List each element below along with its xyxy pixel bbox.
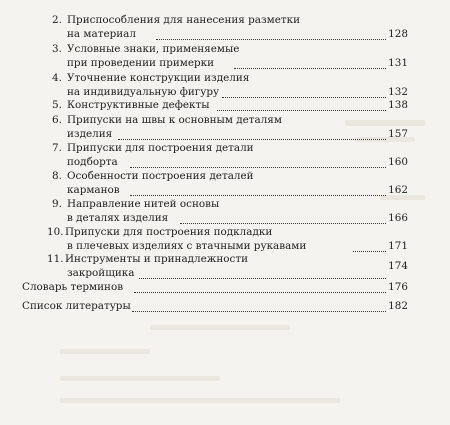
leader-dots [222, 86, 386, 98]
toc-entry-title: Припуски на швы к основным деталям [67, 114, 282, 126]
toc-entry-line [47, 253, 408, 266]
toc-page-number: 174 [388, 260, 408, 272]
leader-dots [139, 267, 386, 279]
toc-entry-line [52, 43, 408, 56]
toc-entry-title: на индивидуальную фигуру [67, 86, 220, 98]
toc-section-title: Список литературы [22, 300, 131, 312]
toc-entry-line [52, 72, 408, 85]
toc-entry-title: Условные знаки, применяемые [67, 43, 240, 55]
toc-entry-number: 4. [52, 72, 62, 84]
leader-dots [130, 184, 386, 196]
toc-entry-title: при проведении примерки [67, 57, 215, 69]
toc-entry-line [52, 198, 408, 211]
leader-dots [353, 240, 386, 252]
leader-dots [130, 156, 386, 168]
toc-entry-title: Припуски для построения детали [67, 142, 254, 154]
toc-entry-title: на материал [67, 28, 136, 40]
toc-entry-title: карманов [67, 184, 120, 196]
toc-entry[interactable] [52, 72, 408, 102]
toc-page-number: 160 [388, 156, 408, 168]
toc-entry-number: 7. [52, 142, 62, 154]
toc-entry-title: Конструктивные дефекты [67, 99, 210, 111]
bleed-through [60, 349, 150, 354]
leader-dots [118, 128, 386, 140]
toc-page-number: 132 [388, 86, 408, 98]
toc-entry[interactable] [52, 170, 408, 200]
toc-page-number: 182 [388, 300, 408, 312]
toc-page-number: 128 [388, 28, 408, 40]
toc-entry[interactable] [52, 114, 408, 144]
leader-dots [180, 212, 386, 224]
leader-dots [134, 281, 386, 293]
toc-entry[interactable] [52, 142, 408, 172]
toc-entry[interactable] [47, 253, 408, 283]
leader-dots [217, 99, 386, 111]
toc-entry-number: 11. [47, 253, 64, 265]
toc-entry-number: 10. [47, 226, 64, 238]
toc-entry[interactable] [47, 226, 408, 256]
toc-entry-line [52, 14, 408, 27]
toc-entry[interactable] [52, 99, 408, 115]
toc-entry-title: Уточнение конструкции изделия [67, 72, 250, 84]
toc-entry-title: подборта [67, 156, 118, 168]
bleed-through [150, 325, 290, 330]
toc-entry-title: закройщика [67, 267, 135, 279]
toc-entry-line [47, 226, 408, 239]
toc-entry-line [52, 142, 408, 155]
toc-entry-title: изделия [67, 128, 113, 140]
toc-page-number: 157 [388, 128, 408, 140]
toc-entry-title: Направление нитей основы [67, 198, 220, 210]
toc-entry-line [52, 114, 408, 127]
toc-entry[interactable] [52, 198, 408, 228]
bleed-through [60, 398, 340, 403]
toc-entry-number: 8. [52, 170, 62, 182]
toc-entry-title: Особенности построения деталей [67, 170, 254, 182]
toc-entry-number: 9. [52, 198, 62, 210]
toc-section[interactable] [22, 281, 408, 297]
leader-dots [234, 57, 386, 69]
toc-entry-title: Инструменты и принадлежности [65, 253, 249, 265]
toc-entry-line [52, 170, 408, 183]
toc-entry-title: в плечевых изделиях с втачными рукавами [67, 240, 307, 252]
toc-page-number: 162 [388, 184, 408, 196]
toc-section[interactable] [22, 300, 408, 316]
bleed-through [60, 376, 220, 381]
toc-entry-number: 5. [52, 99, 62, 111]
toc-entry-number: 2. [52, 14, 62, 26]
toc-entry-number: 6. [52, 114, 62, 126]
toc-page-number: 138 [388, 99, 408, 111]
toc-page-number: 131 [388, 57, 408, 69]
leader-dots [132, 300, 386, 312]
toc-page-number: 176 [388, 281, 408, 293]
toc-page-number: 171 [388, 240, 408, 252]
leader-dots [156, 28, 386, 40]
toc-page-number: 166 [388, 212, 408, 224]
toc-entry-title: в деталях изделия [67, 212, 169, 224]
toc-entry-title: Приспособления для нанесения разметки [67, 14, 301, 26]
toc-section-title: Словарь терминов [22, 281, 124, 293]
toc-entry[interactable] [52, 43, 408, 73]
toc-entry-number: 3. [52, 43, 62, 55]
toc-entry[interactable] [52, 14, 408, 44]
toc-entry-title: Припуски для построения подкладки [65, 226, 273, 238]
